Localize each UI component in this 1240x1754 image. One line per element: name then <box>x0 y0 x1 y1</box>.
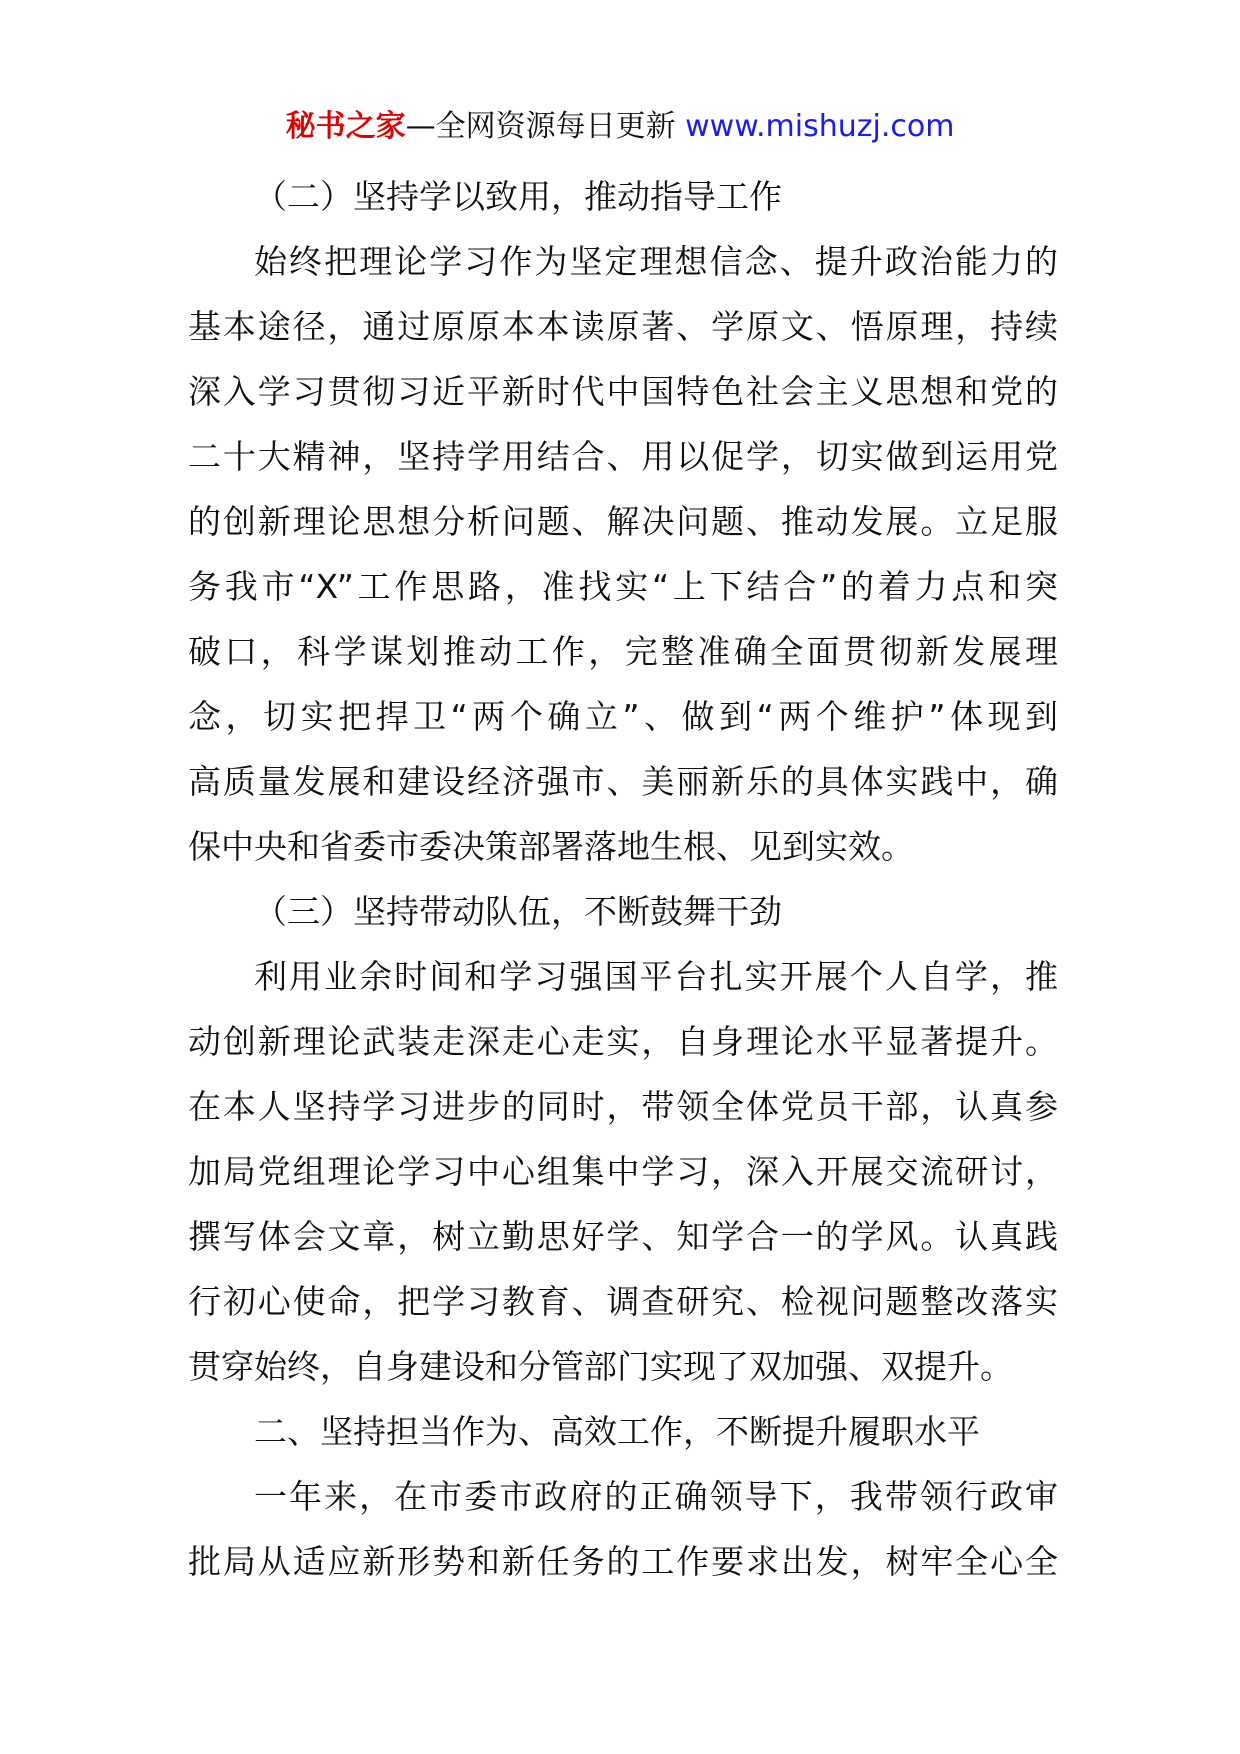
paragraph-line: 深入学习贯彻习近平新时代中国特色社会主义思想和党的 <box>188 372 1058 411</box>
paragraph-line: 基本途径，通过原原本本读原著、学原文、悟原理，持续 <box>188 307 1058 346</box>
paragraph-line: 加局党组理论学习中心组集中学习，深入开展交流研讨， <box>188 1152 1058 1191</box>
document-body <box>188 164 1058 1594</box>
paragraph-line: 动创新理论武装走深走心走实，自身理论水平显著提升。 <box>188 1022 1058 1061</box>
paragraph-line: 务我市“X”工作思路，准找实“上下结合”的着力点和突 <box>188 567 1058 606</box>
page-header <box>0 102 1240 152</box>
section-heading-2: （二）坚持学以致用，推动指导工作 <box>254 177 782 216</box>
header-site-link[interactable]: www.mishuzj.com <box>685 109 955 144</box>
paragraph-line: 撰写体会文章，树立勤思好学、知学合一的学风。认真践 <box>188 1217 1058 1256</box>
paragraph-line: 破口，科学谋划推动工作，完整准确全面贯彻新发展理 <box>188 632 1058 671</box>
section-heading-3: （三）坚持带动队伍，不断鼓舞干劲 <box>254 892 782 931</box>
header-slogan: —全网资源每日更新 <box>405 109 676 144</box>
paragraph-line: 高质量发展和建设经济强市、美丽新乐的具体实践中，确 <box>188 762 1058 801</box>
paragraph-line: 贯穿始终，自身建设和分管部门实现了双加强、双提升。 <box>188 1347 1013 1386</box>
paragraph-line: 始终把理论学习作为坚定理想信念、提升政治能力的 <box>254 242 1058 281</box>
paragraph-line: 的创新理论思想分析问题、解决问题、推动发展。立足服 <box>188 502 1058 541</box>
header-brand: 秘书之家 <box>285 109 406 144</box>
paragraph-line: 念，切实把捍卫“两个确立”、做到“两个维护”体现到 <box>188 697 1058 736</box>
paragraph-line: 一年来，在市委市政府的正确领导下，我带领行政审 <box>254 1477 1058 1516</box>
paragraph-line: 在本人坚持学习进步的同时，带领全体党员干部，认真参 <box>188 1087 1058 1126</box>
paragraph-line: 行初心使命，把学习教育、调查研究、检视问题整改落实 <box>188 1282 1058 1321</box>
paragraph-line: 保中央和省委市委决策部署落地生根、见到实效。 <box>188 827 914 866</box>
section-heading-two: 二、坚持担当作为、高效工作，不断提升履职水平 <box>254 1412 980 1451</box>
paragraph-line: 二十大精神，坚持学用结合、用以促学，切实做到运用党 <box>188 437 1058 476</box>
paragraph-line: 批局从适应新形势和新任务的工作要求出发，树牢全心全 <box>188 1542 1058 1581</box>
paragraph-line: 利用业余时间和学习强国平台扎实开展个人自学，推 <box>254 957 1058 996</box>
